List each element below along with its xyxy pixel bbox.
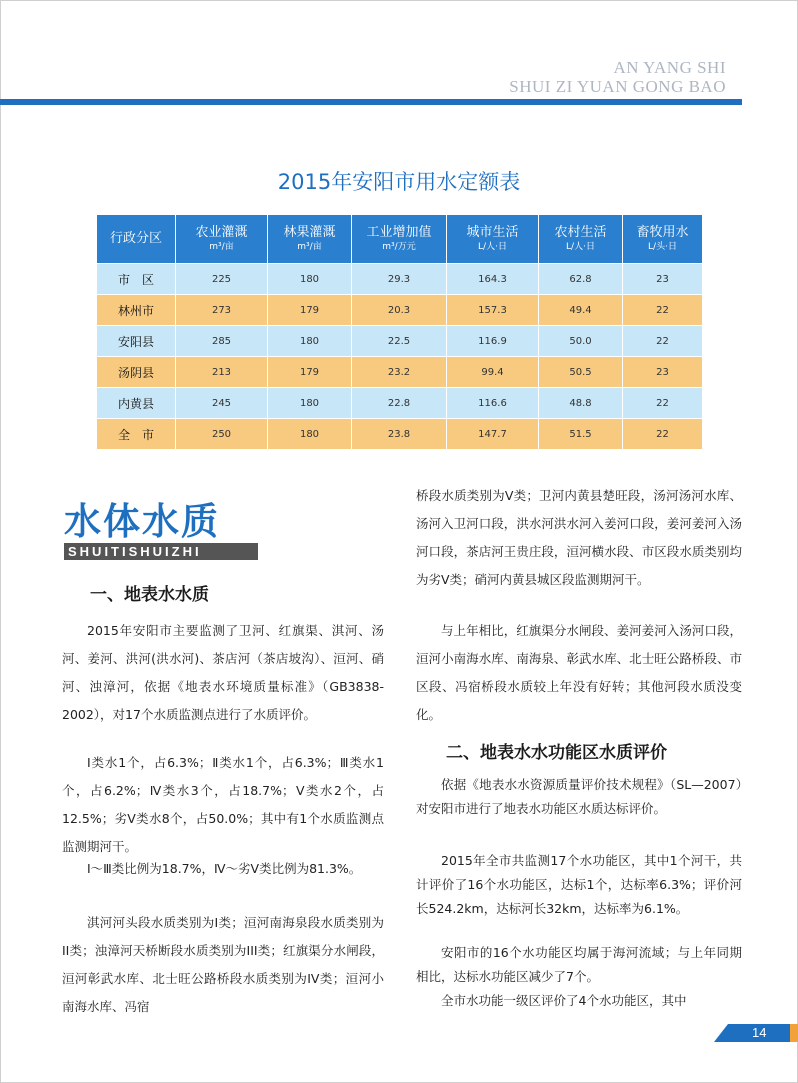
col-header-label: 城市生活	[466, 225, 519, 240]
paragraph: 2015年全市共监测17个水功能区，其中1个河干，共计评价了16个水功能区，达标1个，达标率6.3%；评价河长524.2km，达标河长32km，达标率为6.1%。	[416, 853, 742, 916]
col-header-agri	[176, 215, 268, 264]
table-cell: 22.5	[352, 326, 447, 357]
table-row	[97, 295, 703, 326]
paragraph: 淇河河头段水质类别为I类；洹河南海泉段水质类别为II类；浊漳河天桥断段水质类别为III类；红旗渠分水闸段，洹河彰武水库、北士旺公路桥段水质类别为IV类；洹河小南海水库、冯宿	[62, 915, 384, 1014]
heading-water-function-zone: 二、地表水水功能区水质评价	[446, 743, 667, 763]
table-cell: 157.3	[447, 295, 539, 326]
table-cell: 273	[176, 295, 268, 326]
header-line-2: SHUI ZI YUAN GONG BAO	[509, 77, 726, 96]
table-cell-region: 全 市	[97, 419, 176, 450]
table-cell-region: 安阳县	[97, 326, 176, 357]
table-cell: 50.5	[539, 357, 623, 388]
table-cell: 180	[268, 388, 352, 419]
table-cell: 20.3	[352, 295, 447, 326]
col-header-livestock	[623, 215, 703, 264]
col-header-urban	[447, 215, 539, 264]
section-title: 水体水质	[64, 500, 220, 543]
table-row	[97, 326, 703, 357]
table-cell: 29.3	[352, 264, 447, 295]
table-cell: 99.4	[447, 357, 539, 388]
paragraph: 与上年相比，红旗渠分水闸段、姜河姜河入汤河口段，洹河小南海水库、南海泉、彰武水库、北士旺公路桥段、市区段、冯宿桥段水质较上年没有好转；其他河段水质没变化。	[416, 623, 742, 722]
table-cell: 213	[176, 357, 268, 388]
table-row	[97, 419, 703, 450]
table-header-row	[97, 215, 703, 264]
table-row	[97, 264, 703, 295]
table-cell: 285	[176, 326, 268, 357]
col-header-unit: m³/亩	[209, 242, 234, 252]
col-header-label: 林果灌溉	[283, 225, 336, 240]
table-cell: 250	[176, 419, 268, 450]
table-cell: 49.4	[539, 295, 623, 326]
col-header-industry	[352, 215, 447, 264]
page-number: 14	[752, 1025, 767, 1040]
col-header-label: 农业灌溉	[195, 225, 248, 240]
col-header-unit: m³/亩	[297, 242, 322, 252]
page-corner-mark	[790, 1024, 798, 1042]
table-cell-region: 汤阴县	[97, 357, 176, 388]
table-cell: 116.6	[447, 388, 539, 419]
table-cell: 179	[268, 295, 352, 326]
table-cell: 180	[268, 419, 352, 450]
table-title: 2015年安阳市用水定额表	[277, 170, 521, 194]
table-cell: 22	[623, 295, 703, 326]
header-line-1: AN YANG SHI	[613, 58, 726, 77]
paragraph: 桥段水质类别为V类；卫河内黄县楚旺段，汤河汤河水库、汤河入卫河口段，洪水河洪水河入姜河口段，姜河姜河入汤河口段，茶店河王贵庄段，洹河横水段、市区段水质类别均为劣V类；硝河内黄县城区段监测期河干。	[416, 488, 742, 587]
col-header-orchard	[268, 215, 352, 264]
col-header-region	[97, 215, 176, 264]
col-header-unit: L/人·日	[478, 242, 507, 252]
table-cell: 164.3	[447, 264, 539, 295]
heading-surface-water-quality: 一、地表水水质	[90, 585, 209, 605]
table-cell-region: 林州市	[97, 295, 176, 326]
table-cell-region: 内黄县	[97, 388, 176, 419]
table-cell: 23	[623, 357, 703, 388]
paragraph: Ⅰ类水1个，占6.3%；Ⅱ类水1个，占6.3%；Ⅲ类水1个，占6.2%；Ⅳ类水3个，占18.7%；Ⅴ类水2个，占12.5%；劣Ⅴ类水8个，占50.0%；其中有1个水质监测点监测期河干。	[62, 755, 384, 854]
table-cell-region: 市 区	[97, 264, 176, 295]
table-cell: 22	[623, 388, 703, 419]
table-cell: 180	[268, 264, 352, 295]
table-cell: 147.7	[447, 419, 539, 450]
table-cell: 62.8	[539, 264, 623, 295]
table-cell: 23.8	[352, 419, 447, 450]
table-cell: 23	[623, 264, 703, 295]
table-cell: 245	[176, 388, 268, 419]
table-cell: 22	[623, 326, 703, 357]
paragraph: 全市水功能一级区评价了4个水功能区，其中	[441, 993, 687, 1008]
col-header-rural	[539, 215, 623, 264]
paragraph: 依据《地表水水资源质量评价技术规程》（SL—2007）对安阳市进行了地表水功能区水质达标评价。	[416, 777, 742, 816]
table-cell: 51.5	[539, 419, 623, 450]
water-quota-table	[96, 214, 703, 450]
section-subtitle-band: SHUITISHUIZHI	[64, 543, 258, 560]
table-cell: 22	[623, 419, 703, 450]
paragraph: 2015年安阳市主要监测了卫河、红旗渠、淇河、汤河、姜河、洪河(洪水河)、茶店河（茶店坡沟）、洹河、硝河、浊漳河，依据《地表水环境质量标准》（GB3838-2002），对17个水质监测点进行了水质评价。	[62, 623, 384, 722]
paragraph: 安阳市的16个水功能区均属于海河流域；与上年同期相比，达标水功能区减少了7个。	[416, 945, 742, 984]
col-header-unit: L/人·日	[566, 242, 595, 252]
col-header-label: 工业增加值	[366, 225, 432, 240]
col-header-label: 畜牧用水	[636, 225, 689, 240]
paragraph: Ⅰ～Ⅲ类比例为18.7%，Ⅳ～劣Ⅴ类比例为81.3%。	[87, 861, 362, 876]
col-header-label: 行政分区	[109, 231, 162, 246]
table-cell: 225	[176, 264, 268, 295]
col-header-unit: m³/万元	[382, 242, 416, 252]
table-row	[97, 357, 703, 388]
header-rule	[0, 99, 742, 105]
table-cell: 116.9	[447, 326, 539, 357]
table-cell: 23.2	[352, 357, 447, 388]
table-row	[97, 388, 703, 419]
table-cell: 50.0	[539, 326, 623, 357]
table-cell: 180	[268, 326, 352, 357]
table-cell: 179	[268, 357, 352, 388]
table-cell: 22.8	[352, 388, 447, 419]
col-header-unit: L/头·日	[648, 242, 677, 252]
table-cell: 48.8	[539, 388, 623, 419]
col-header-label: 农村生活	[554, 225, 607, 240]
